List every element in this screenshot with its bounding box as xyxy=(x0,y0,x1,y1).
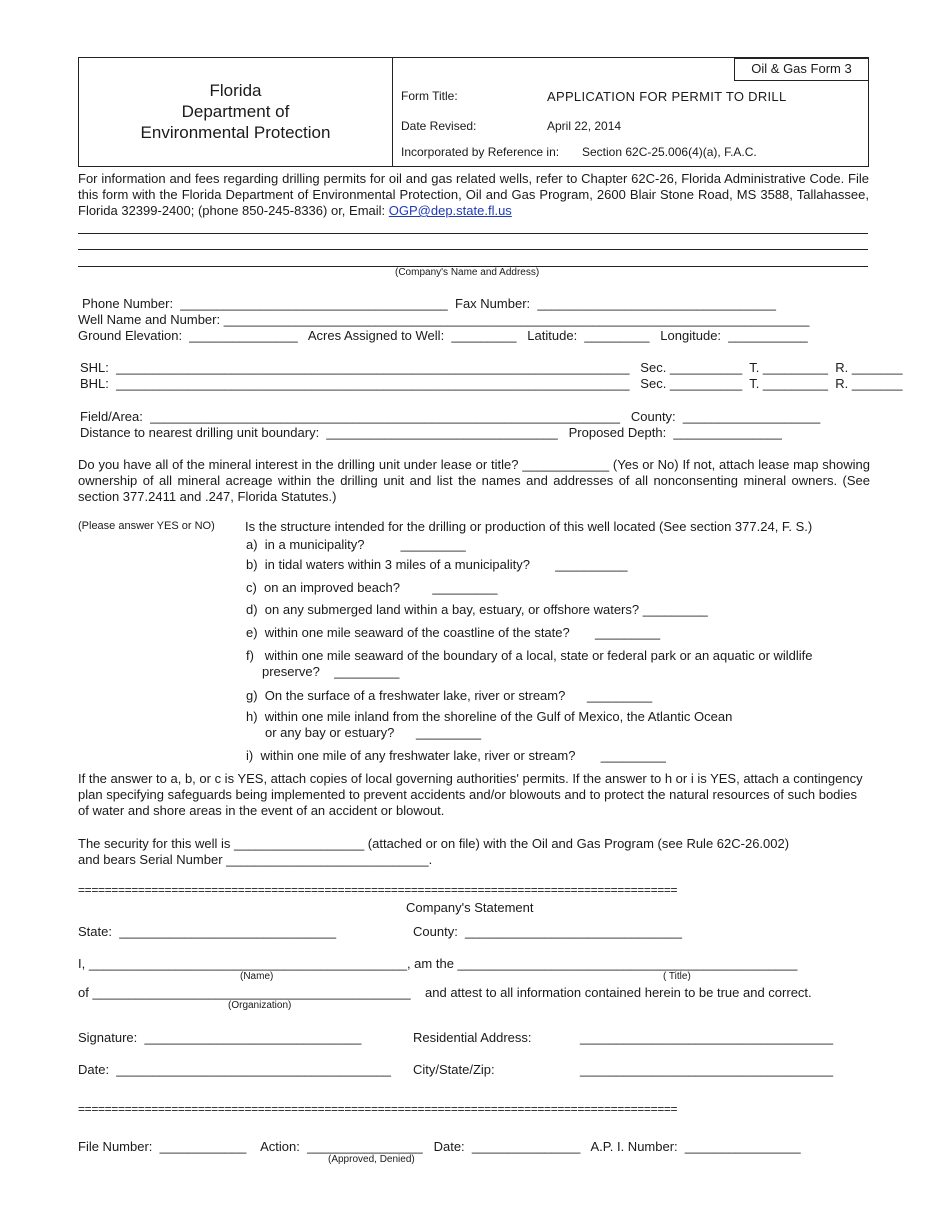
question-h-line2[interactable]: or any bay or estuary? _________ xyxy=(265,725,482,740)
statement-state[interactable]: State: ______________________________ xyxy=(78,924,337,939)
statement-city-label: City/State/Zip: xyxy=(413,1062,495,1077)
statement-residential-blank[interactable]: ___________________________________ xyxy=(580,1030,834,1045)
org-caption: (Organization) xyxy=(228,1000,292,1011)
date-revised-label: Date Revised: xyxy=(401,119,477,133)
form-title-label: Form Title: xyxy=(401,89,458,103)
question-e[interactable]: e) within one mile seaward of the coastline of the state? _________ xyxy=(246,625,661,640)
statement-org-line[interactable]: of ____________________________________________ and attest to all information contained herein to be true and correct. xyxy=(78,985,812,1000)
name-caption: (Name) xyxy=(240,971,274,982)
header-divider xyxy=(392,57,393,166)
questions-hint: (Please answer YES or NO) xyxy=(78,520,215,532)
company-line-1[interactable] xyxy=(78,233,868,234)
statement-name-line[interactable]: I, ____________________________________________, am the _______________________________________________ xyxy=(78,956,798,971)
form-title-value: APPLICATION FOR PERMIT TO DRILL xyxy=(547,89,787,104)
statement-county[interactable]: County: ______________________________ xyxy=(413,924,682,939)
bhl-row[interactable]: BHL: _______________________________________________________________________ Sec. __________ T. _________ R. _______ xyxy=(80,376,903,391)
distance-row[interactable]: Distance to nearest drilling unit boundary: ________________________________ Proposed Depth: _______________ xyxy=(80,425,782,440)
field-area-row[interactable]: Field/Area: _________________________________________________________________ County: ___________________ xyxy=(80,409,821,424)
question-f-line1: f) within one mile seaward of the boundary of a local, state or federal park or an aquatic or wildlife xyxy=(246,648,813,663)
agency-line1: Florida xyxy=(209,81,262,100)
phone-fax-row[interactable]: Phone Number: _____________________________________ Fax Number: _________________________________ xyxy=(82,296,776,311)
question-f-line2[interactable]: preserve? _________ xyxy=(262,664,400,679)
permits-paragraph: If the answer to a, b, or c is YES, attach copies of local governing authorities' permits. If the answer to h or i is YES, attach a contingency plan specifying safeguards being implemented to prevent accidents and/or blowouts and to protect the natural resources of such bodies of water and shore areas in the event of an accident or blowout. xyxy=(78,771,863,818)
shl-row[interactable]: SHL: _______________________________________________________________________ Sec. __________ T. _________ R. _______ xyxy=(80,360,903,375)
incorporated-label: Incorporated by Reference in: xyxy=(401,145,560,159)
mineral-paragraph[interactable]: Do you have all of the mineral interest in the drilling unit under lease or title? ____________ (Yes or No) If not, attach lease map showing ownership of all mineral acreage within the drilling unit and list the names and addresses of all nonconsenting mineral owners. (See section 377.2411 and .247, Florida Statutes.) xyxy=(78,457,870,504)
question-i[interactable]: i) within one mile of any freshwater lake, river or stream? _________ xyxy=(246,748,666,763)
statement-date[interactable]: Date: ______________________________________ xyxy=(78,1062,392,1077)
question-a[interactable]: a) in a municipality? _________ xyxy=(246,537,466,552)
footer-row[interactable]: File Number: ____________ Action: ________________ Date: _______________ A.P. I. Number: ________________ xyxy=(78,1139,801,1154)
form-number: Oil & Gas Form 3 xyxy=(734,58,869,81)
questions-intro: Is the structure intended for the drilling or production of this well located (See section 377.24, F. S.) xyxy=(245,519,813,534)
separator-bottom: ========================================================================================== xyxy=(78,1102,678,1116)
agency-line2: Department of xyxy=(181,102,290,121)
title-caption: ( Title) xyxy=(663,971,691,982)
question-c[interactable]: c) on an improved beach? _________ xyxy=(246,580,498,595)
intro-paragraph xyxy=(78,171,869,219)
ground-elevation-row[interactable]: Ground Elevation: _______________ Acres Assigned to Well: _________ Latitude: _________ Longitude: ___________ xyxy=(78,328,808,343)
question-g[interactable]: g) On the surface of a freshwater lake, river or stream? _________ xyxy=(246,688,653,703)
separator-top: ========================================================================================== xyxy=(78,883,678,897)
statement-residential-label: Residential Address: xyxy=(413,1030,532,1045)
company-line-2[interactable] xyxy=(78,249,868,250)
email-link[interactable]: OGP@dep.state.fl.us xyxy=(388,203,512,218)
date-revised-value: April 22, 2014 xyxy=(547,119,622,133)
company-caption: (Company's Name and Address) xyxy=(395,267,540,278)
incorporated-value: Section 62C-25.006(4)(a), F.A.C. xyxy=(582,145,757,159)
well-name-row[interactable]: Well Name and Number: _________________________________________________________________________________ xyxy=(78,312,810,327)
statement-title: Company's Statement xyxy=(406,900,534,915)
security-line-1[interactable]: The security for this well is __________________ (attached or on file) with the Oil and Gas Program (see Rule 62C-26.002) xyxy=(78,836,790,851)
action-caption: (Approved, Denied) xyxy=(328,1154,415,1165)
question-h-line1: h) within one mile inland from the shoreline of the Gulf of Mexico, the Atlantic Ocean xyxy=(246,709,733,724)
security-line-2[interactable]: and bears Serial Number ____________________________. xyxy=(78,852,433,867)
question-d[interactable]: d) on any submerged land within a bay, estuary, or offshore waters? _________ xyxy=(246,602,708,617)
agency-line3: Environmental Protection xyxy=(140,123,331,142)
agency-name xyxy=(79,80,392,143)
question-b[interactable]: b) in tidal waters within 3 miles of a municipality? __________ xyxy=(246,557,628,572)
intro-text: For information and fees regarding drilling permits for oil and gas related wells, refer to Chapter 62C-26, Florida Administrative Code. File this form with the Florida Department of Environmental Protection, Oil and Gas Program, 2600 Blair Stone Road, MS 3588, Tallahassee, Florida 32399-2400; (phone 850-245-8336) or, Email: xyxy=(78,171,869,218)
statement-city-blank[interactable]: ___________________________________ xyxy=(580,1062,834,1077)
statement-signature[interactable]: Signature: ______________________________ xyxy=(78,1030,362,1045)
